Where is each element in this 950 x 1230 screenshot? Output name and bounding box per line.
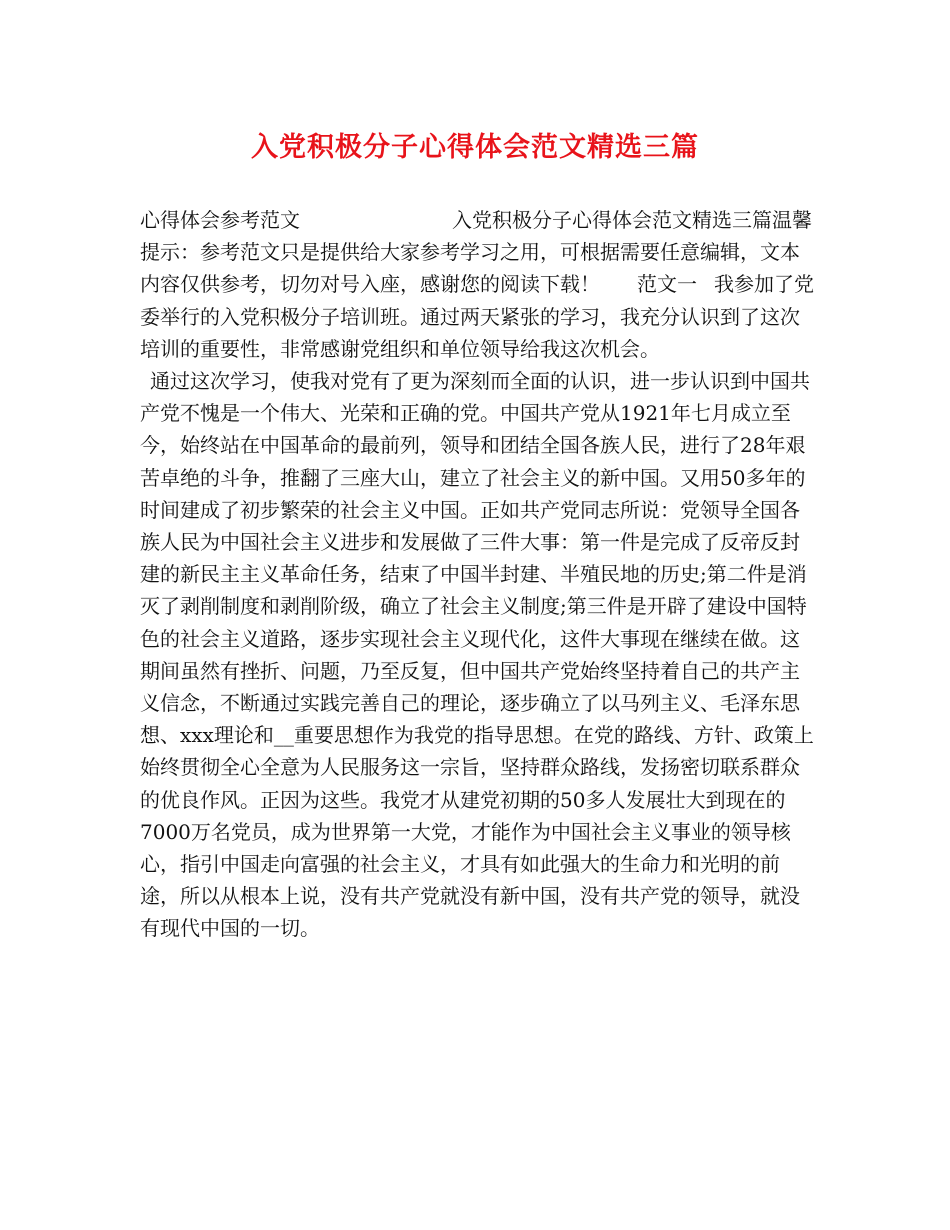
paragraph-1: 我参加了党委举行的入党积极分子培训班。通过两天紧张的学习，我充分认识到了这次培训的重要性，非常感谢党组织和单位领导给我这次机会。 — [140, 272, 814, 361]
paragraph-2: 通过这次学习，使我对党有了更为深刻而全面的认识，进一步认识到中国共产党不愧是一个伟大、光荣和正确的党。中国共产党从1921年七月成立至今，始终站在中国革命的最前列，领导和团结全国各族人民，进行了28年艰苦卓绝的斗争，推翻了三座大山，建立了社会主义的新中国。又用50多年的时间建成了初步繁荣的社会主义中国。正如共产党同志所说：党领导全国各族人民为中国社会主义进步和发展做了三件大事：第一件是完成了反帝反封建的新民主主义革命任务，结束了中国半封建、半殖民地的历史;第二件是消灭了剥削制度和剥削阶级，确立了社会主义制度;第三件是开辟了建设中国特色的社会主义道路，逐步实现社会主义现代化，这件大事现在继续在做。这期间虽然有挫折、问题，乃至反复，但中国共产党始终坚持着自己的共产主义信念，不断通过实践完善自己的理论，逐步确立了以马列主义、毛泽东思想、xxx理论和__重要思想作为我党的指导思想。在党的路线、方针、政策上始终贯彻全心全意为人民服务这一宗旨，坚持群众路线，发扬密切联系群众的优良作风。正因为这些。我党才从建党初期的50多人发展壮大到现在的7000万名党员，成为世界第一大党，才能作为中国社会主义事业的领导核心，指引中国走向富强的社会主义，才具有如此强大的生命力和光明的前途，所以从根本上说，没有共产党就没有新中国，没有共产党的领导，就没有现代中国的一切。 — [140, 369, 814, 941]
notice-text: 温馨提示：参考范文只是提供给大家参考学习之用，可根据需要任意编辑，文本内容仅供参考，切勿对号入座，感谢您的阅读下载！ — [140, 208, 812, 297]
body-paragraph — [140, 365, 815, 945]
document-title: 入党积极分子心得体会范文精选三篇 — [251, 132, 699, 163]
intro-paragraph — [140, 204, 815, 365]
section-label: 范文一 — [637, 272, 697, 297]
header-left-text: 心得体会参考范文 — [140, 208, 300, 232]
header-right-text: 入党积极分子心得体会范文精选三篇 — [452, 208, 772, 232]
document-body — [140, 204, 815, 945]
